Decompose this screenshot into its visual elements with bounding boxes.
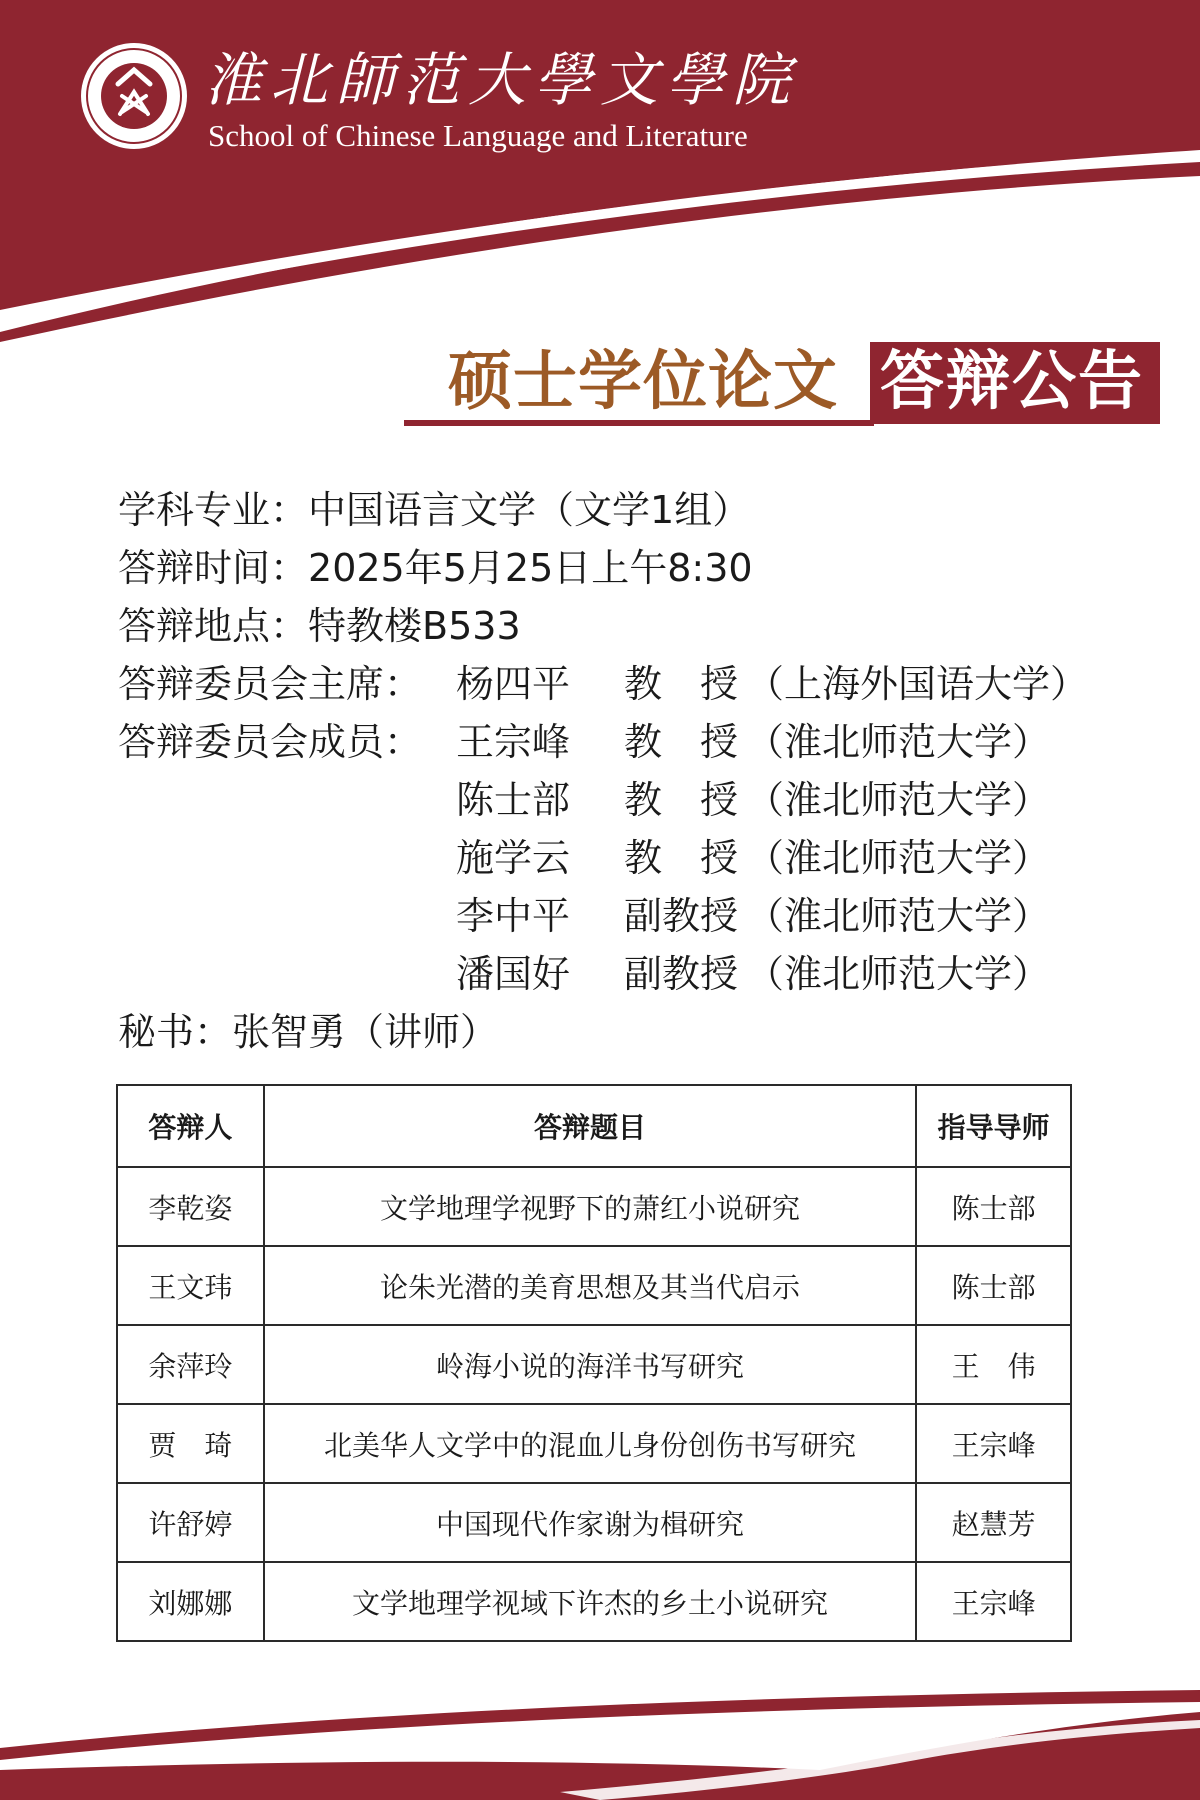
defense-schedule-table xyxy=(116,1084,1072,1642)
notice-heading xyxy=(404,340,1156,430)
table-row xyxy=(117,1167,1071,1246)
member-name: 施学云 xyxy=(456,836,571,880)
member-name: 李中平 xyxy=(456,894,571,938)
advisor-cell: 赵慧芳 xyxy=(916,1483,1071,1562)
table-row xyxy=(117,1483,1071,1562)
place-line xyxy=(118,600,521,652)
table-row xyxy=(117,1325,1071,1404)
candidate-cell: 余萍玲 xyxy=(117,1325,264,1404)
member-affiliation: （淮北师范大学） xyxy=(746,720,1051,764)
candidate-cell: 李乾姿 xyxy=(117,1167,264,1246)
advisor-cell: 陈士部 xyxy=(916,1246,1071,1325)
member-affiliation: （淮北师范大学） xyxy=(746,778,1051,822)
candidate-cell: 王文玮 xyxy=(117,1246,264,1325)
topic-cell: 岭海小说的海洋书写研究 xyxy=(264,1325,916,1404)
member-affiliation: （淮北师范大学） xyxy=(746,952,1051,996)
advisor-cell: 王宗峰 xyxy=(916,1562,1071,1641)
chair-label: 答辩委员会主席： xyxy=(118,662,423,706)
secretary-value: 张智勇（讲师） xyxy=(232,1010,499,1054)
college-name-cn: 淮北師范大學文學院 xyxy=(204,46,799,114)
advisor-cell: 王 伟 xyxy=(916,1325,1071,1404)
topic-cell: 论朱光潜的美育思想及其当代启示 xyxy=(264,1246,916,1325)
advisor-cell: 陈士部 xyxy=(916,1167,1071,1246)
topic-cell: 文学地理学视域下许杰的乡土小说研究 xyxy=(264,1562,916,1641)
member-name: 王宗峰 xyxy=(456,720,571,764)
advisor-cell: 王宗峰 xyxy=(916,1404,1071,1483)
topic-cell: 中国现代作家谢为楫研究 xyxy=(264,1483,916,1562)
place-label: 答辩地点： xyxy=(118,604,309,648)
table-header-row xyxy=(117,1085,1071,1167)
members-label: 答辩委员会成员： xyxy=(118,720,423,764)
college-logo-icon xyxy=(78,40,190,152)
chair-title: 教 授 xyxy=(624,662,739,706)
member-title: 教 授 xyxy=(624,836,739,880)
major-line xyxy=(118,484,750,536)
chair-affiliation: （上海外国语大学） xyxy=(746,662,1089,706)
time-label: 答辩时间： xyxy=(118,546,309,590)
member-title: 副教授 xyxy=(624,952,739,996)
column-header-advisor: 指导导师 xyxy=(916,1085,1071,1167)
secretary-line xyxy=(118,1006,498,1058)
member-title: 教 授 xyxy=(624,778,739,822)
member-affiliation: （淮北师范大学） xyxy=(746,894,1051,938)
member-name: 潘国好 xyxy=(456,952,571,996)
column-header-candidate: 答辩人 xyxy=(117,1085,264,1167)
column-header-topic: 答辩题目 xyxy=(264,1085,916,1167)
major-label: 学科专业： xyxy=(118,488,309,532)
topic-cell: 北美华人文学中的混血儿身份创伤书写研究 xyxy=(264,1404,916,1483)
topic-cell: 文学地理学视野下的萧红小说研究 xyxy=(264,1167,916,1246)
table-row xyxy=(117,1562,1071,1641)
chair-name: 杨四平 xyxy=(456,662,571,706)
place-value: 特教楼B533 xyxy=(308,604,521,648)
member-affiliation: （淮北师范大学） xyxy=(746,836,1051,880)
candidate-cell: 贾 琦 xyxy=(117,1404,264,1483)
secretary-label: 秘书： xyxy=(118,1010,233,1054)
time-value: 2025年5月25日上午8:30 xyxy=(308,546,753,590)
candidate-cell: 许舒婷 xyxy=(117,1483,264,1562)
table-row xyxy=(117,1404,1071,1483)
member-name: 陈士部 xyxy=(456,778,571,822)
member-title: 教 授 xyxy=(624,720,739,764)
member-title: 副教授 xyxy=(624,894,739,938)
table-row xyxy=(117,1246,1071,1325)
candidate-cell: 刘娜娜 xyxy=(117,1562,264,1641)
time-line xyxy=(118,542,753,594)
heading-notice-label: 答辩公告 xyxy=(880,345,1144,419)
major-value: 中国语言文学（文学1组） xyxy=(308,488,751,532)
heading-thesis-type: 硕士学位论文 xyxy=(448,345,838,419)
college-name-en: School of Chinese Language and Literature xyxy=(208,118,748,153)
